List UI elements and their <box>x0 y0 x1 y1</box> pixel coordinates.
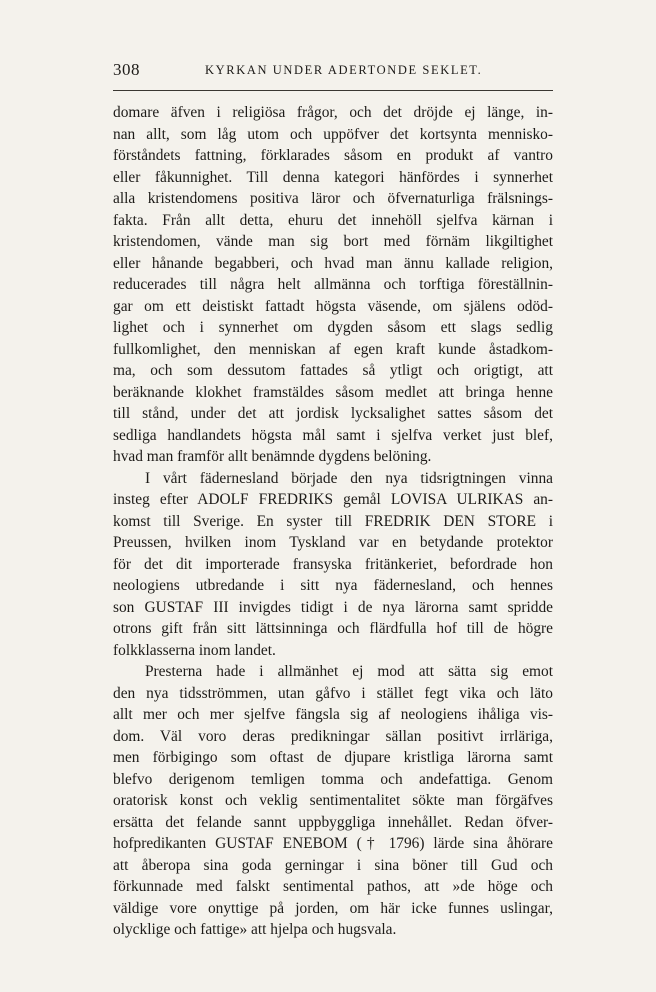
text-line: komst till Sverige. En syster till FREDRIK DEN STORE i <box>113 512 553 530</box>
text-line: domare äfven i religiösa frågor, och det dröjde ej länge, in- <box>113 104 553 121</box>
page-header <box>113 60 553 84</box>
text-line: beräknande klokhet framstäldes såsom medlet att bringa henne <box>113 383 553 401</box>
text-line: kristendomen, vände man sig bort med förnäm likgiltighet <box>113 233 553 250</box>
body-text <box>113 102 553 941</box>
text-line: väldige vore onyttige på jorden, om här icke funnes uslingar, <box>113 899 553 917</box>
text-line: blefvo derigenom temligen tomma och andefattiga. Genom <box>113 770 553 788</box>
page-number: 308 <box>113 60 140 79</box>
text-line: folkklasserna inom landet. <box>113 641 276 659</box>
text-line: gar om ett deistiskt fattadt högsta väsende, om själens odöd- <box>113 297 553 315</box>
text-line: allt mer och mer sjelfve fängsla sig af neologiens ihåliga vis- <box>113 706 553 723</box>
text-line: hofpredikanten GUSTAF ENEBOM († 1796) lärde sina åhörare <box>113 835 553 852</box>
text-line: insteg efter ADOLF FREDRIKS gemål LOVISA ULRIKAS an- <box>113 491 553 508</box>
header-rule <box>113 90 553 91</box>
text-line: den nya tidsströmmen, utan gåfvo i stället fegt vika och läto <box>113 684 553 702</box>
text-line: olycklige och fattige» att hjelpa och hugsvala. <box>113 921 397 938</box>
running-title: KYRKAN UNDER ADERTONDE SEKLET. <box>205 63 483 77</box>
text-line: alla kristendomens positiva läror och öfvernaturliga frälsnings- <box>113 190 553 207</box>
text-line: otrons gift från sitt lättsinninga och flärdfulla hof till de högre <box>113 620 553 637</box>
text-line: men förbigingo som oftast de djupare kristliga lärorna samt <box>113 749 553 766</box>
paragraph <box>113 102 553 468</box>
text-line: förkunnade med falskt sentimental pathos, att »de höge och <box>113 878 553 895</box>
text-line: för det dit importerade fransyska fritänkeriet, befordrade hon <box>113 555 553 573</box>
text-line: ma, och som dessutom fattades så ytligt och origtigt, att <box>113 362 553 379</box>
text-line: oratorisk konst och veklig sentimentalitet sökte man förgäfves <box>113 792 553 809</box>
text-line: fakta. Från allt detta, ehuru det innehöll sjelfva kärnan i <box>113 211 553 229</box>
text-line: eller hånande begabberi, och hvad man ännu kallade religion, <box>113 254 553 272</box>
text-line: hvad man framför allt benämnde dygdens belöning. <box>113 448 432 465</box>
text-line: I vårt fädernesland började den nya tidsrigtningen vinna <box>145 469 553 487</box>
text-line: till stånd, under det att jordisk lycksalighet sattes såsom det <box>113 405 553 422</box>
text-line: ersätta det felande sannt uppbyggliga innehållet. Redan öfver- <box>113 813 553 831</box>
text-line: Preussen, hvilken inom Tyskland var en betydande protektor <box>113 534 553 551</box>
paragraph <box>113 661 553 941</box>
text-line: fullkomlighet, den menniskan af egen kraft kunde åstadkom- <box>113 340 553 358</box>
text-line: reducerades till några helt allmänna och torftiga föreställnin- <box>113 276 553 293</box>
text-line: Presterna hade i allmänhet ej mod att sätta sig emot <box>145 663 553 680</box>
text-line: förståndets fattning, förklarades såsom en produkt af vantro <box>113 147 553 164</box>
paragraph <box>113 468 553 662</box>
text-line: dom. Väl voro deras predikningar sällan positivt irrläriga, <box>113 727 553 745</box>
text-line: nan allt, som låg utom och uppöfver det kortsynta mennisko- <box>113 125 553 143</box>
text-line: son GUSTAF III invigdes tidigt i de nya lärorna samt spridde <box>113 598 553 616</box>
text-line: lighet och i synnerhet om dygden såsom ett slags sedlig <box>113 319 553 336</box>
text-line: eller fåkunnighet. Till denna kategori hänfördes i synnerhet <box>113 168 553 186</box>
text-line: neologiens utbredande i sitt nya fädernesland, och hennes <box>113 577 553 594</box>
text-line: sedliga handlandets högsta mål samt i sjelfva verket just blef, <box>113 426 553 444</box>
text-line: att åberopa sina goda gerningar i sina böner till Gud och <box>113 856 553 874</box>
